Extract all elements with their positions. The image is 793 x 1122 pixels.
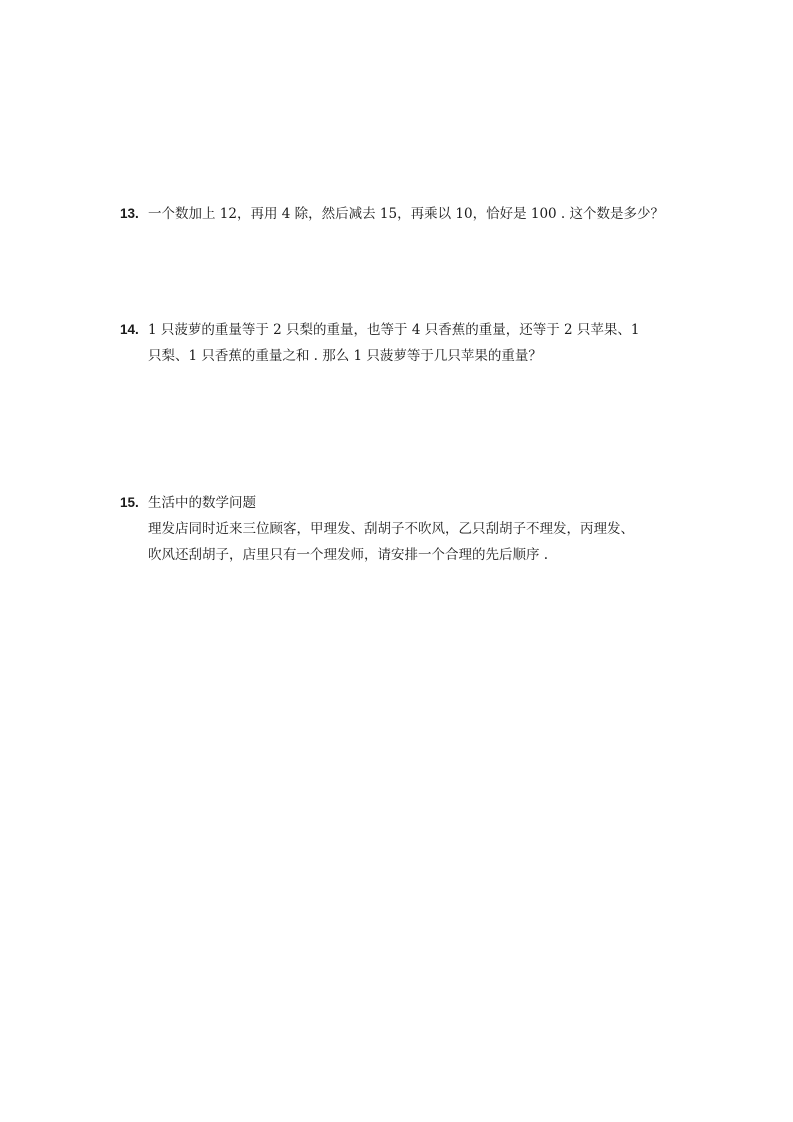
problem-15 bbox=[120, 490, 680, 568]
problem-text: 吹风还刮胡子，店里只有一个理发师，请安排一个合理的先后顺序 . bbox=[148, 547, 549, 563]
problem-line bbox=[120, 343, 680, 369]
problem-13 bbox=[120, 201, 680, 227]
problem-line bbox=[120, 516, 680, 542]
problem-line bbox=[120, 201, 680, 227]
problem-title: 生活中的数学问题 bbox=[148, 495, 256, 511]
problem-number: 14. bbox=[120, 322, 139, 337]
problem-text: 1 只菠萝的重量等于 2 只梨的重量，也等于 4 只香蕉的重量，还等于 2 只苹果、1 bbox=[148, 322, 640, 338]
problem-line bbox=[120, 490, 680, 516]
problem-line bbox=[120, 317, 680, 343]
problem-text: 一个数加上 12，再用 4 除，然后减去 15，再乘以 10，恰好是 100 . 这个数是多少？ bbox=[148, 206, 665, 222]
problem-line bbox=[120, 542, 680, 568]
problem-number: 13. bbox=[120, 206, 139, 221]
problem-number: 15. bbox=[120, 495, 139, 510]
problem-text: 只梨、1 只香蕉的重量之和 . 那么 1 只菠萝等于几只苹果的重量？ bbox=[148, 348, 542, 364]
problem-text: 理发店同时近来三位顾客，甲理发、刮胡子不吹风，乙只刮胡子不理发，丙理发、 bbox=[148, 521, 634, 537]
problem-14 bbox=[120, 317, 680, 369]
